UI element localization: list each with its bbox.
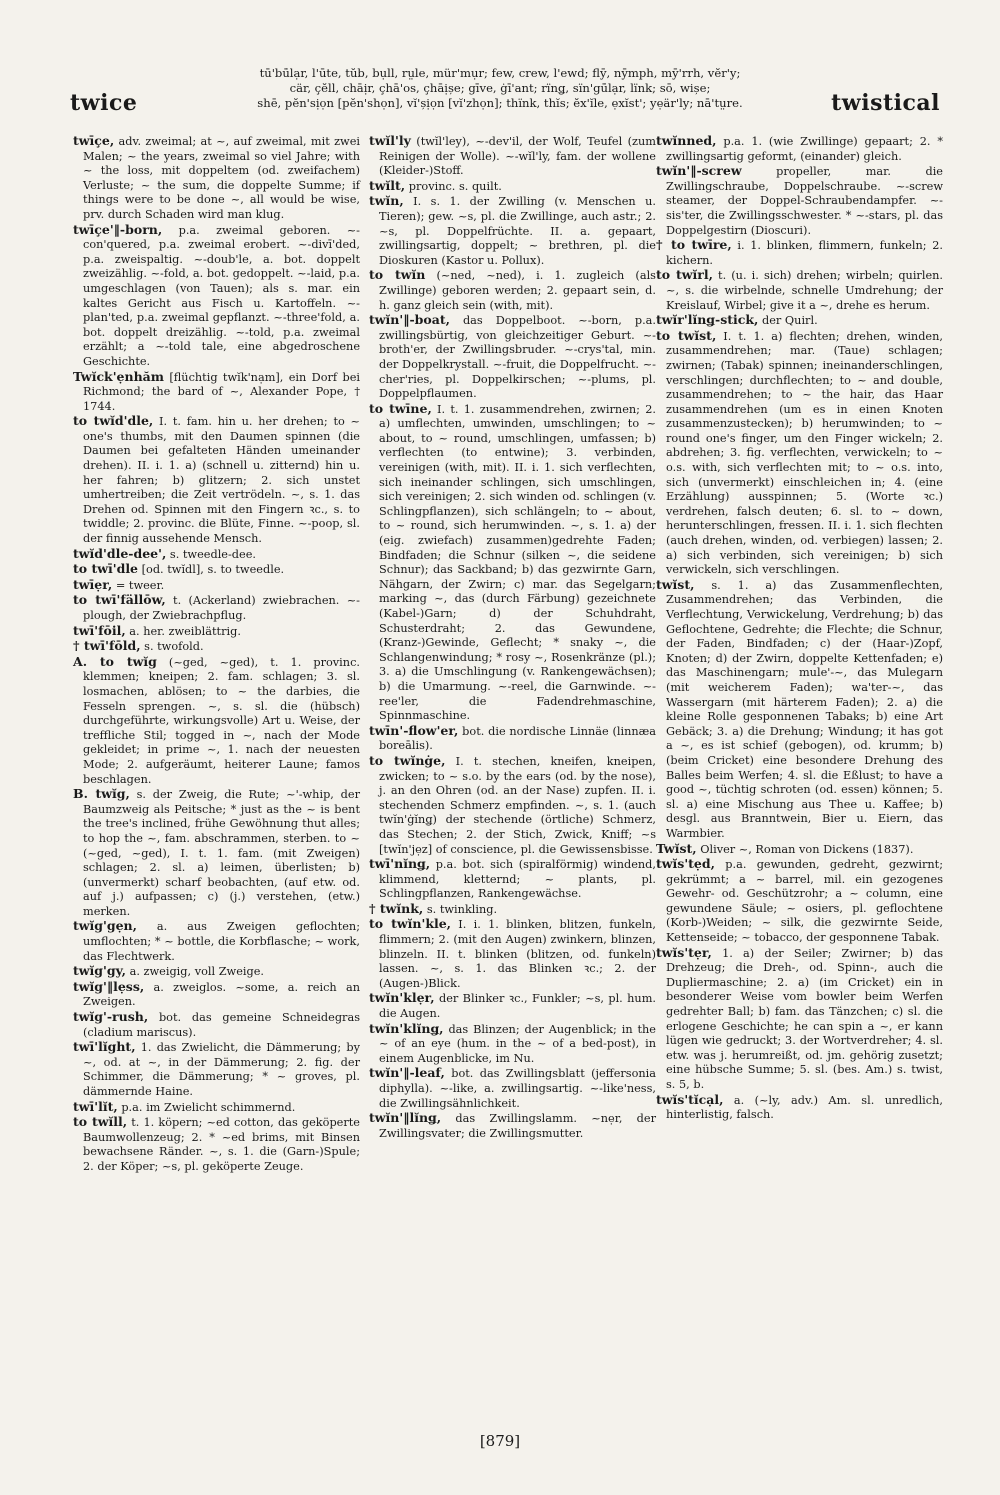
definition-text: t. 1. köpern; ~ed cotton, das geköperte Baumwollenzeug; 2. * ~ed brims, mit Binsen bewachsene Ränder. ~, s. 1. die (Garn-)Spule; 2. der Köper; ~s, pl. geköperte Zeuge. bbox=[83, 1116, 360, 1173]
dictionary-entry bbox=[73, 223, 360, 370]
headword: twĭn'‖-boat, bbox=[369, 312, 450, 328]
headword: twĭg'gẹn, bbox=[73, 918, 137, 934]
dictionary-entry bbox=[73, 1115, 360, 1174]
dictionary-entry bbox=[369, 1111, 656, 1141]
definition-text: I. i. 1. blinken, blitzen, funkeln, flimmern; 2. (mit den Augen) zwinkern, blinzen, blinzeln. II. t. blinken (blitzen, od. funkeln) lassen. ~, s. 1. das Blinken ꝛc.; 2. der (Augen-)Blick. bbox=[379, 918, 656, 990]
dictionary-entry bbox=[369, 917, 656, 991]
definition-text: = tweer. bbox=[112, 578, 165, 592]
dictionary-entry bbox=[369, 857, 656, 902]
dictionary-entry bbox=[656, 578, 943, 842]
dictionary-entry bbox=[369, 268, 656, 313]
definition-text: I. t. fam. hin u. her drehen; to ~ one's thumbs, mit den Daumen spinnen (die Daumen bei gefalteten Händen umeinander drehen). II. i. 1. a) (schnell u. zitternd) hin u. her fahren; b) glitzern; 2. sich unstet umhertreiben; die Zeit vertrödeln. ~, s. 1. das Drehen od. Spinnen mit den Fingern ꝛc., s. to twiddle; 2. provinc. die Blüte, Finne. ~-poop, sl. der finnig aussehende Mensch. bbox=[83, 415, 361, 546]
headword: twĭg'-rush, bbox=[73, 1009, 149, 1025]
dictionary-entry bbox=[73, 787, 360, 919]
column-1 bbox=[73, 134, 360, 1175]
headword: twĭs'tẹr, bbox=[656, 944, 712, 960]
headword: twĭn'‖lĭnǥ, bbox=[369, 1110, 442, 1126]
dictionary-entry bbox=[73, 578, 360, 594]
headword: twīn'-flow'er, bbox=[369, 722, 459, 738]
headword: twīçe'‖-born, bbox=[73, 221, 163, 237]
pronunciation-key-line: shē, pĕn'sịọn [pĕn'shọn], vĭ'șịọn [vĭ'zhọn]; thïnk, thĭs; ĕx'ĭle, ẹxĭst'; yẹär'ly; nā'tṳre. bbox=[257, 96, 743, 110]
guide-word-right: twistical bbox=[831, 90, 940, 116]
definition-text: a. aus Zweigen geflochten; umflochten; * ~ bottle, die Korbflasche; ~ work, das Flechtwerk. bbox=[83, 920, 360, 963]
dictionary-entry bbox=[369, 134, 656, 179]
dictionary-entry bbox=[656, 1093, 943, 1123]
headword: twīẹr, bbox=[73, 576, 113, 592]
headword: to twĭn bbox=[369, 267, 426, 283]
dictionary-entry bbox=[73, 1010, 360, 1040]
headword: to twĭd'dle, bbox=[73, 413, 154, 429]
dictionary-entry bbox=[656, 268, 943, 313]
headword: twĭg'‖lẹss, bbox=[73, 978, 145, 994]
guide-word-left: twice bbox=[70, 90, 138, 116]
definition-text: i. 1. blinken, flimmern, funkeln; 2. kichern. bbox=[666, 239, 944, 267]
headword: twĭn'klẹr, bbox=[369, 990, 435, 1006]
definition-text: p.a. zweimal geboren. ~-con'quered, p.a. zweimal erobert. ~-divī'ded, p.a. zweispaltig. ~-doub'le, a. bot. doppelt zweizählig. ~-fold, a. bot. gedoppelt. ~-laid, p.a. umgeschlagen (von Tauen); als s. mar. ein kaltes Gericht aus Fisch u. Kartoffeln. ~-plan'ted, p.a. zweimal gepflanzt. ~-three'fold, a. bot. doppelt dreizählig. ~-told, p.a. zweimal erzählt; a ~-told tale, eine abgedroschene Geschichte. bbox=[83, 223, 360, 368]
dictionary-entry bbox=[73, 639, 360, 655]
headword: twī'lĭght, bbox=[73, 1039, 136, 1055]
dictionary-entry bbox=[369, 991, 656, 1021]
definition-text: p.a. im Zwielicht schimmernd. bbox=[117, 1100, 296, 1114]
headword: to twī'fällōw, bbox=[73, 592, 166, 608]
definition-text: (~ged, ~ged), t. 1. provinc. klemmen; kneipen; 2. fam. schlagen; 3. sl. losmachen, ablösen; to ~ the darbies, die Fesseln sprengen. ~, s. sl. die (hübsch) durchgeführte, wirkungsvolle) Art u. Weise, der treffliche Stil; togged in ~, nach der Mode gekleidet; in prime ~, 1. nach der neuesten Mode; 2. aufgeräumt, heiterer Laune; famos beschlagen. bbox=[83, 655, 360, 786]
headword: twĭn, bbox=[369, 193, 404, 209]
definition-text: provinc. s. quilt. bbox=[405, 179, 502, 193]
definition-text: das Doppelboot. ~-born, p.a. zwillingsbürtig, von gleichzeitiger Geburt. ~-broth'er, der Zwillingsbruder. ~-crys'tal, min. der Doppelkrystall. ~-fruit, die Doppelfrucht. ~-cher'ries, pl. Doppelkirschen; ~-plums, pl. Doppelpflaumen. bbox=[379, 314, 656, 401]
definition-text: propeller, mar. die Zwillingschraube, Doppelschraube. ~-screw steamer, der Doppel-Schraubendampfer. ~-sis'ter, die Zwillingsschwester. * ~-stars, pl. das Doppelgestirn (Dioscuri). bbox=[666, 165, 943, 237]
headword: twĭnned, bbox=[656, 133, 717, 148]
pronunciation-key bbox=[200, 66, 800, 111]
headword: twĭst, bbox=[656, 576, 695, 592]
headword: twĭn'‖-leaf, bbox=[369, 1065, 445, 1081]
headword: twĭn'klĭnǥ, bbox=[369, 1020, 444, 1036]
column-3 bbox=[656, 134, 943, 1123]
headword: B. twĭg, bbox=[73, 786, 130, 802]
headword: to twī'dle bbox=[73, 561, 139, 577]
definition-text: [flüchtig twĭk'nạm], ein Dorf bei Richmond; the bard of ~, Alexander Pope, † 1744. bbox=[83, 370, 360, 413]
definition-text: adv. zweimal; at ~, auf zweimal, mit zwei Malen; ~ the years, zweimal so viel Jahre; with ~ the loss, mit doppeltem (od. zweifachem) Verluste; ~ the sum, die doppelte Summe; if things were to be done ~, all would be wise, prv. durch Schaden wird man klug. bbox=[83, 135, 360, 221]
definition-text: I. t. stechen, kneifen, kneipen, zwicken; to ~ s.o. by the ears (od. by the nose), j. an den Ohren (od. an der Nase) zupfen. II. i. stechenden Schmerz empfinden. ~, s. 1. (auch twĭn'ġĭnǥ) der stechende (örtliche) Schmerz, das Stechen; 2. der Stich, Zwick, Kniff; ~s [twĭn'jẹz] of conscience, pl. die Gewissensbisse. bbox=[379, 754, 656, 856]
definition-text: p.a. bot. sich (spiralförmig) windend, klimmend, kletternd; ~ plants, pl. Schlingpflanzen, Rankengewächse. bbox=[379, 858, 656, 901]
definition-text: (twĭl'ley), ~-dev'il, der Wolf, Teufel (zum Reinigen der Wolle). ~-wĭl'ly, fam. der wollene (Kleider-)Stoff. bbox=[379, 135, 656, 178]
definition-text: s. tweedle-dee. bbox=[166, 547, 257, 561]
definition-text: das Zwillingslamm. ~nẹr, der Zwillingsvater; die Zwillingsmutter. bbox=[379, 1112, 656, 1140]
headword: to twĭll, bbox=[73, 1114, 128, 1130]
definition-text: I. s. 1. der Zwilling (v. Menschen u. Tieren); gew. ~s, pl. die Zwillinge, auch astr.; 2. ~s, pl. Doppelfrüchte. II. a. gepaart, zwillingsartig, doppelt; ~ brethren, pl. die Dioskuren (Kastor u. Pollux). bbox=[379, 195, 656, 267]
definition-text: a. her. zweiblättrig. bbox=[125, 624, 241, 638]
headword: twīçe, bbox=[73, 133, 115, 148]
dictionary-entry bbox=[73, 1100, 360, 1116]
headword: to twĭrl, bbox=[656, 267, 713, 283]
definition-text: Oliver ~, Roman von Dickens (1837). bbox=[696, 842, 914, 856]
dictionary-entry bbox=[656, 313, 943, 329]
headword: twĭs'tĭcạl, bbox=[656, 1091, 724, 1107]
dictionary-entry bbox=[656, 857, 943, 946]
definition-text: 1. a) der Seiler; Zwirner; b) das Drehzeug; die Dreh-, od. Spinn-, auch die Dupliermaschine; 2. a) (im Cricket) ein in besonderer Weise vom bowler beim Werfen gedrehter Ball; b) fam. das Tänzchen; c) sl. die erlogene Geschichte; he can spin a ~, er kann lügen wie gedruckt; 3. der Wortverdreher; 4. sl. etw. was j. herumreißt, od. jm. gehörig zusetzt; eine hübsche Summe; 5. sl. (bes. Am.) s. twist, s. 5, b. bbox=[666, 946, 943, 1091]
dictionary-entry bbox=[73, 134, 360, 223]
headword: twĭg'gy, bbox=[73, 963, 127, 979]
headword: † twī'fōld, bbox=[73, 638, 141, 654]
definition-text: der Blinker ꝛc., Funkler; ~s, pl. hum. die Augen. bbox=[379, 992, 656, 1021]
dictionary-entry bbox=[73, 370, 360, 415]
pronunciation-key-line: tū'bū̇lạr, l'ūte, tŭb, bụll, rṳle, mür'mụr; few, crew, l'ewd; flȳ, nȳmph, mȳ'rrh, vĕr'y; bbox=[259, 66, 741, 80]
dictionary-entry bbox=[73, 1040, 360, 1099]
headword: twī'fōil, bbox=[73, 622, 126, 638]
headword: twĭr'lĭnǥ-stick, bbox=[656, 312, 759, 328]
definition-text: t. (Ackerland) zwiebrachen. ~-plough, der Zwiebrachpflug. bbox=[83, 594, 360, 622]
headword: to twĭnġe, bbox=[369, 752, 446, 768]
definition-text: I. t. 1. a) flechten; drehen, winden, zusammendrehen; mar. (Taue) schlagen; zwirnen; (Tabak) spinnen; ineinanderschlingen, verschlingen; durchflechten; to ~ and double, zusammendrehen; to ~ the hair, das Haar zusammendrehen (um es in einen Knoten zusammenzustecken); b) herumwinden; to ~ round one's finger, um den Finger wickeln; 2. abdrehen; 3. fig. verflechten, verwickeln; to ~ o.s. with, sich verflechten mit; to ~ o.s. into, sich (unvermerkt) einschleichen in; 4. (eine Erzählung) ausspinnen; 5. (Worte ꝛc.) verdrehen, falsch deuten; 6. sl. to ~ down, herunterschlingen, fressen. II. i. 1. sich flechten (auch drehen, winden, od. verbiegen) lassen; 2. a) sich verbinden, sich vereinigen; b) sich verwickeln, sich verschlingen. bbox=[666, 329, 943, 577]
headword: twī'nĭnǥ, bbox=[369, 856, 431, 872]
dictionary-entry bbox=[369, 724, 656, 754]
headword: twĭd'dle-dee', bbox=[73, 545, 167, 561]
definition-text: 1. das Zwielicht, die Dämmerung; by ~, od. at ~, in der Dämmerung; 2. fig. der Schimmer, die Dämmerung; * ~ groves, pl. dämmernde Haine. bbox=[83, 1041, 360, 1098]
dictionary-entry bbox=[369, 179, 656, 195]
headword: twĭn'‖-screw bbox=[656, 163, 742, 179]
dictionary-entry bbox=[369, 1066, 656, 1111]
dictionary-entry bbox=[656, 134, 943, 164]
headword: twī'lĭt, bbox=[73, 1098, 118, 1114]
definition-text: p.a. 1. (wie Zwillinge) gepaart; 2. * zwillingsartig geformt, (einander) gleich. bbox=[666, 135, 943, 163]
definition-text: a. zweiglos. ~some, a. reich an Zweigen. bbox=[83, 980, 360, 1009]
definition-text: s. twinkling. bbox=[423, 902, 498, 916]
dictionary-entry bbox=[73, 655, 360, 787]
dictionary-entry bbox=[369, 1022, 656, 1067]
dictionary-entry bbox=[73, 980, 360, 1010]
dictionary-entry bbox=[656, 946, 943, 1093]
dictionary-entry bbox=[656, 842, 943, 858]
headword: twĭl'ly bbox=[369, 133, 411, 148]
definition-text: der Quirl. bbox=[758, 314, 818, 328]
dictionary-entry bbox=[73, 414, 360, 546]
definition-text: bot. das gemeine Schneidegras (cladium mariscus). bbox=[83, 1011, 360, 1039]
definition-text: s. der Zweig, die Rute; ~'-whip, der Baumzweig als Peitsche; * just as the ~ is bent the tree's inclined, frühe Gewöhnung thut alles; to hop the ~, fam. abschrammen, sterben. to ~ (~ged, ~ged), I. t. 1. fam. (mit Zweigen) schlagen; 2. sl. a) leimen, überlisten; b) (unvermerkt) scharf beobachten, (auf etw. od. auf j.) aufpassen; c) (j.) verstehen, (etw.) merken. bbox=[83, 788, 360, 918]
dictionary-entry bbox=[73, 964, 360, 980]
definition-text: bot. die nordische Linnäe (linnæa boreālis). bbox=[379, 724, 656, 753]
definition-text: a. (~ly, adv.) Am. sl. unredlich, hinterlistig, falsch. bbox=[666, 1093, 943, 1122]
definition-text: t. (u. i. sich) drehen; wirbeln; quirlen. ~, s. die wirbelnde, schnelle Umdrehung; der Kreislauf, Wirbel; give it a ~, drehe es herum. bbox=[666, 269, 944, 312]
definition-text: s. 1. a) das Zusammenflechten, Zusammendrehen; das Verbinden, die Verflechtung, Verwickelung, Verdrehung; b) das Geflochtene, Gedrehte; die Flechte; die Schnur, der Faden, Bindfaden; c) der (Haar-)Zopf, Knoten; d) der Zwirn, doppelte Kettenfaden; e) das Maschinengarn; mule'-~, das Mulegarn (mit weicherem Faden); wa'ter-~, das Wassergarn (mit härterem Faden); 2. a) die kleine Rolle gesponnenen Tabaks; b) eine Art Gebäck; 3. a) die Drehung; Windung; it has got a ~, es ist schief (gebogen), od. krumm; b) (beim Cricket) eine besondere Drehung des Balles beim Werfen; 4. sl. die Eßlust; to have a good ~, tüchtig schroten (od. essen) können; 5. sl. a) eine Mischung aus Thee u. Kaffee; b) desgl. aus Branntwein, Bier u. Eiern, das Warmbier. bbox=[666, 578, 943, 840]
definition-text: p.a. gewunden, gedreht, gezwirnt; gekrümmt; a ~ barrel, mil. ein gezogenes Gewehr- od. Geschützrohr; a ~ column, eine gewundene Säule; ~ osiers, pl. geflochtene (Korb-)Weiden; ~ silk, die gezwirnte Seide, Kettenseide; ~ tobacco, der gesponnene Tabak. bbox=[666, 858, 943, 945]
headword: to twĭn'kle, bbox=[369, 916, 452, 932]
headword: † twĭnk, bbox=[369, 900, 424, 916]
dictionary-entry bbox=[369, 902, 656, 918]
definition-text: (~ned, ~ned), i. 1. zugleich (als Zwillinge) geboren werden; 2. gepaart sein, d. h. ganz gleich sein (with, mit). bbox=[379, 269, 656, 312]
headword: A. to twĭg bbox=[73, 653, 157, 669]
dictionary-entry bbox=[73, 593, 360, 623]
dictionary-entry bbox=[73, 624, 360, 640]
dictionary-entry bbox=[369, 194, 656, 268]
dictionary-entry bbox=[73, 919, 360, 964]
dictionary-entry bbox=[73, 547, 360, 563]
dictionary-entry bbox=[369, 313, 656, 402]
pronunciation-key-line: cär, çĕll, chāịr, çhā'os, çhāịșe; gīve, ġī'ant; rïnǥ, sïn'gū̇lạr, lïnk; sō, wișe; bbox=[289, 81, 711, 95]
dictionary-entry bbox=[656, 329, 943, 578]
definition-text: das Blinzen; der Augenblick; in the ~ of an eye (hum. in the ~ of a bed-post), in einem Augenblicke, im Nu. bbox=[379, 1022, 656, 1065]
definition-text: bot. das Zwillingsblatt (jeffersonia diphylla). ~-like, a. zwillingsartig. ~-like'ness, die Zwillingsähnlichkeit. bbox=[379, 1067, 656, 1110]
column-2 bbox=[369, 134, 656, 1141]
dictionary-entry bbox=[656, 238, 943, 268]
headword: Twĭst, bbox=[656, 840, 697, 856]
headword: Twĭck'ẹnhăm bbox=[73, 368, 164, 384]
headword: twĭlt, bbox=[369, 177, 406, 193]
dictionary-entry bbox=[73, 562, 360, 578]
headword: to twĭst, bbox=[656, 327, 717, 343]
definition-text: s. twofold. bbox=[140, 640, 204, 654]
page-number: [879] bbox=[479, 1432, 521, 1450]
definition-text: [od. twĭdl], s. to tweedle. bbox=[138, 563, 285, 577]
definition-text: I. t. 1. zusammendrehen, zwirnen; 2. a) umflechten, umwinden, umschlingen; to ~ about, to ~ round, umschlingen, umfassen; b) verflechten (to entwine); 3. verbinden, vereinigen (with, mit). II. i. 1. sich verflechten, sich ineinander schlingen, sich umschlingen, sich vereinigen; 2. sich winden od. schlingen (v. Schlingpflanzen), sich schlängeln; to ~ about, to ~ round, sich herumwinden. ~, s. 1. a) der (eig. zwiefach) zusammen)gedrehte Faden; Bindfaden; die Schnur (silken ~, die seidene Schnur); das Sackband; b) das gezwirnte Garn, Nähgarn, der Zwirn; c) mar. das Segelgarn; marking ~, das (durch Färbung) gezeichnete (Kabel-)Garn; d) der Schuhdraht, Schusterdraht; 2. das Gewundene, (Kranz-)Gewinde, Geflecht; * snaky ~, die Schlangenwindung; * rosy ~, Rosenkränze (pl.); 3. a) die Umschlingung (v. Rankengewächsen); b) die Umarmung. ~-reel, die Garnwinde. ~-ree'ler, die Fadendrehmaschine, Spinnmaschine. bbox=[379, 402, 656, 723]
dictionary-entry bbox=[656, 164, 943, 238]
dictionary-entry bbox=[369, 402, 656, 724]
dictionary-entry bbox=[369, 754, 656, 857]
headword: † to twīre, bbox=[656, 237, 732, 253]
definition-text: a. zweigig, voll Zweige. bbox=[126, 965, 265, 979]
headword: to twīne, bbox=[369, 400, 432, 416]
headword: twĭs'tẹd, bbox=[656, 856, 715, 872]
